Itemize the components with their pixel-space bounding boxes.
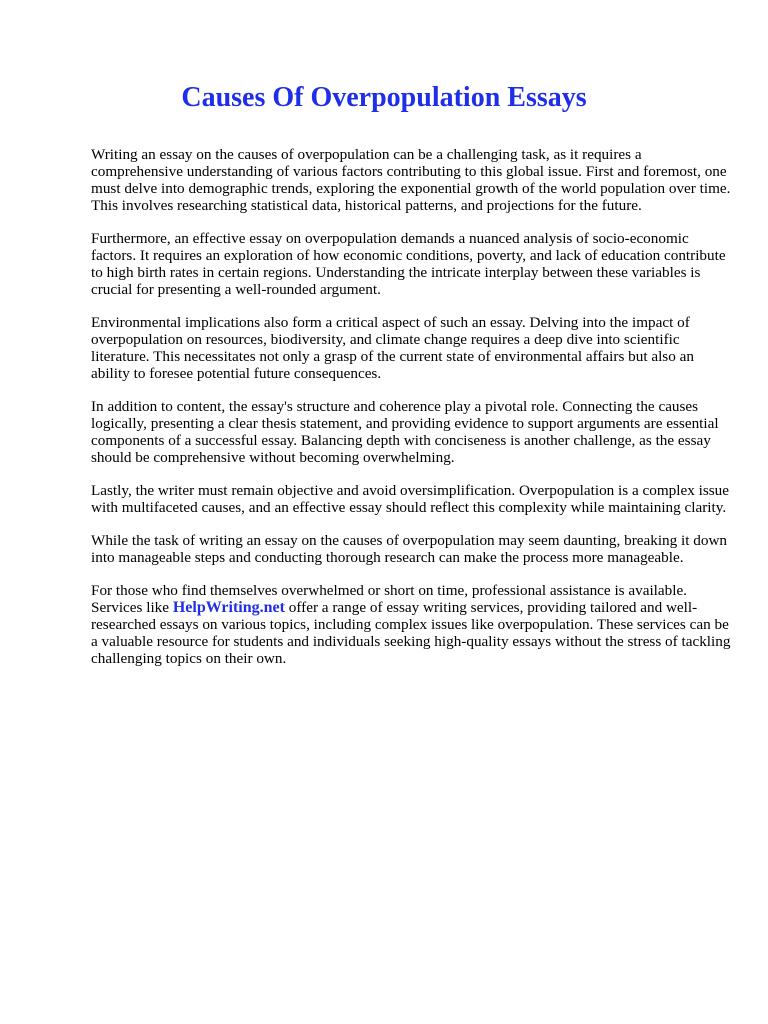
paragraph-6: While the task of writing an essay on the causes of overpopulation may seem daunting, breaking it down into manageable steps and conducting thorough research can make the process more manageable.	[91, 532, 728, 566]
paragraph-3: Environmental implications also form a critical aspect of such an essay. Delving into the impact of overpopulation on resources, biodiversity, and climate change requires a deep dive into scientific literature. This necessitates not only a grasp of the current state of environmental affairs but also an ability to foresee potential future consequences.	[91, 314, 694, 382]
helpwriting-link[interactable]: HelpWriting.net	[172, 599, 285, 616]
paragraph-5: Lastly, the writer must remain objective and avoid oversimplification. Overpopulation is a complex issue with multifaceted causes, and an effective essay should reflect this complexity while maintaining clarity.	[91, 482, 729, 516]
paragraph-7	[91, 582, 731, 667]
page-title: Causes Of Overpopulation Essays	[181, 82, 587, 113]
paragraph-7-tail: offer a range of essay writing services, providing tailored and well-researched essays on various topics, including complex issues like overpopulation. These services can be a valuable resource for students and individuals seeking high-quality essays without the stress of tackling challenging topics on their own.	[91, 599, 731, 667]
paragraph-7-lead: For those who find themselves overwhelmed or short on time, professional assistance is available. Services like	[91, 582, 687, 616]
paragraph-4: In addition to content, the essay's structure and coherence play a pivotal role. Connecting the causes logically, presenting a clear thesis statement, and providing evidence to support arguments are essential components of a successful essay. Balancing depth with conciseness is another challenge, as the essay should be comprehensive without becoming overwhelming.	[91, 398, 719, 466]
paragraph-2: Furthermore, an effective essay on overpopulation demands a nuanced analysis of socio-economic factors. It requires an exploration of how economic conditions, poverty, and lack of education contribute to high birth rates in certain regions. Understanding the intricate interplay between these variables is crucial for presenting a well-rounded argument.	[91, 230, 726, 298]
essay-body	[91, 146, 731, 683]
paragraph-1: Writing an essay on the causes of overpopulation can be a challenging task, as it requires a comprehensive understanding of various factors contributing to this global issue. First and foremost, one must delve into demographic trends, exploring the exponential growth of the world population over time. This involves researching statistical data, historical patterns, and projections for the future.	[91, 146, 731, 214]
